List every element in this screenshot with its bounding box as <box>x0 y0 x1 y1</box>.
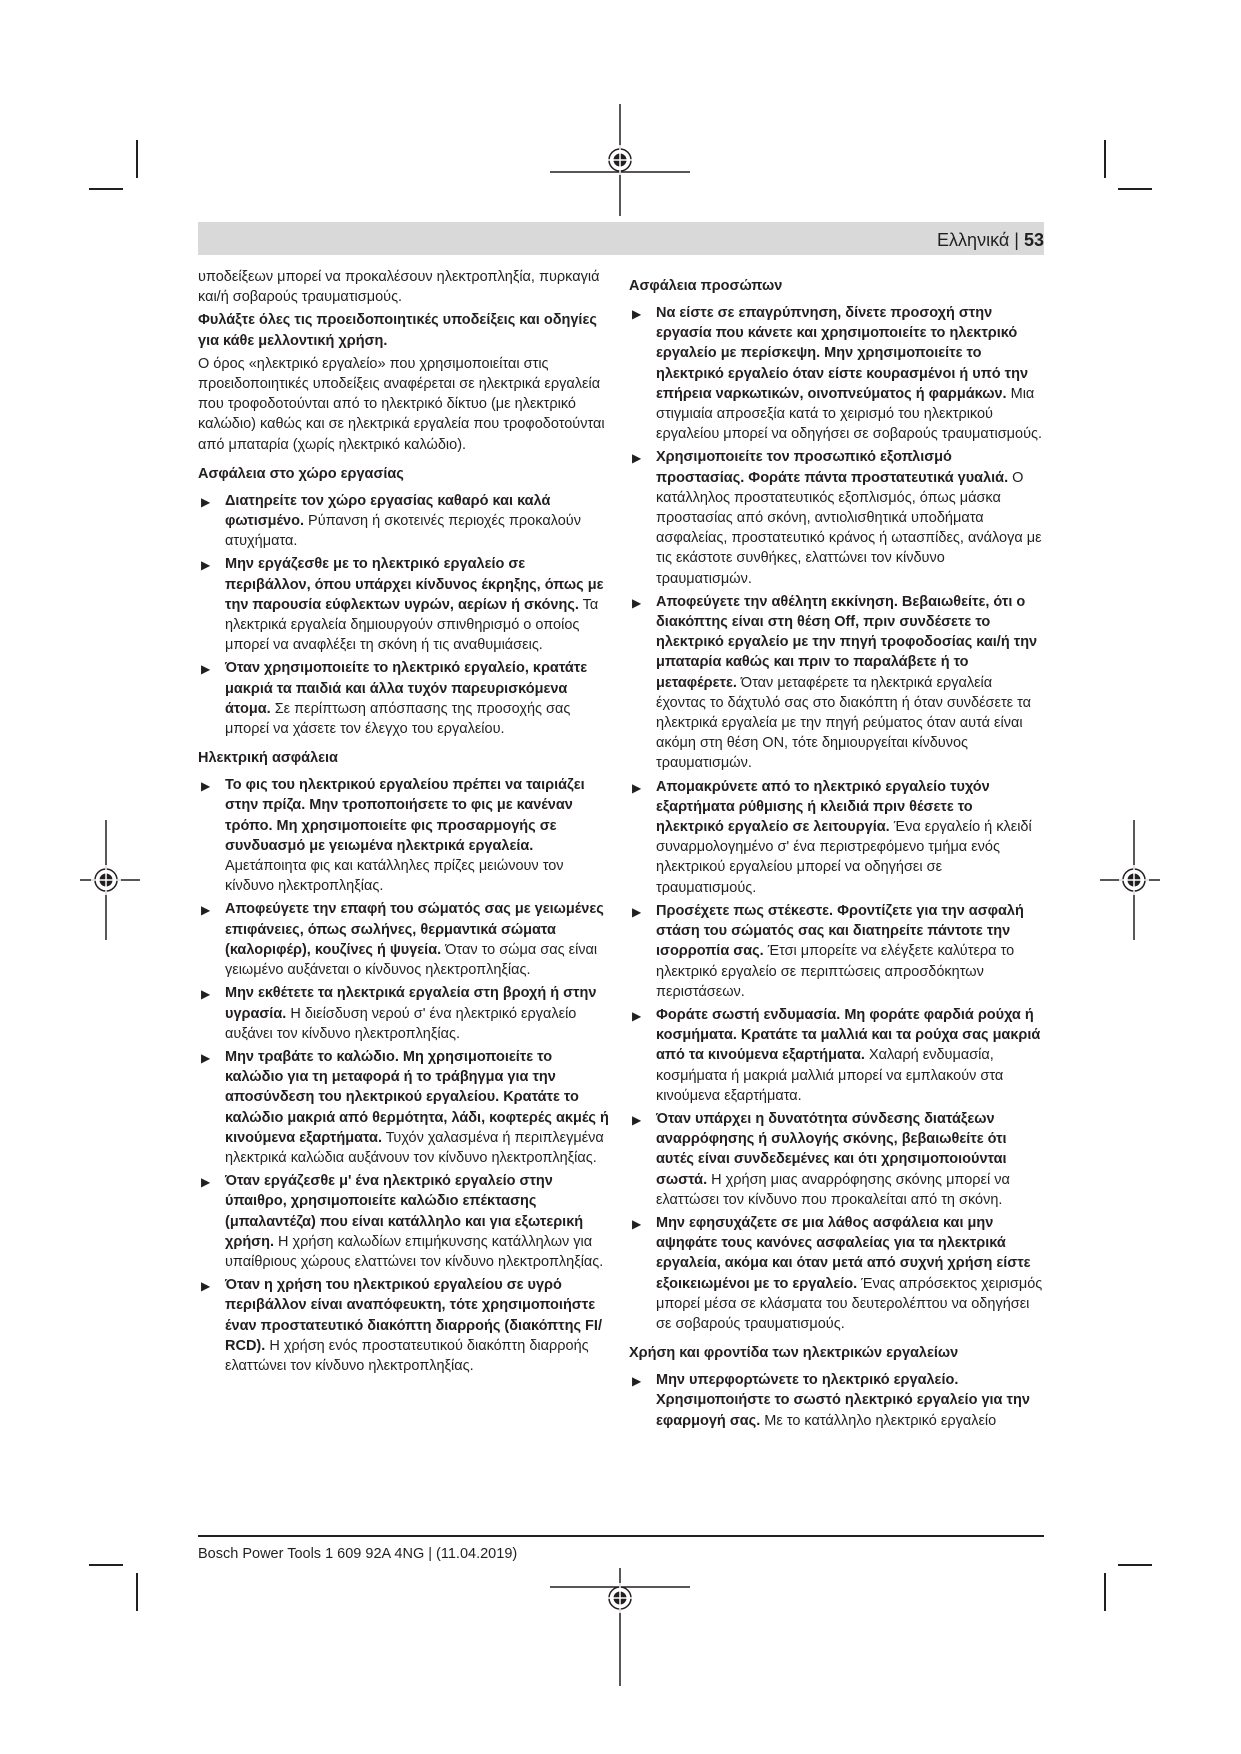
explanation-text: Έτσι μπορείτε να ελέγξετε καλύτερα το ηλεκτρικό εργαλείο σε περιπτώσεις απροσδόκητων περιστάσεων. <box>656 943 1015 1000</box>
warning-item <box>629 1005 1044 1106</box>
crop-mark-top-left-horizontal <box>89 188 123 190</box>
bold-instruction: Μην εφησυχάζετε σε μια λάθος ασφάλεια και μην αψηφάτε τους κανόνες ασφαλείας για τα ηλεκτρικά εργαλεία, ακόμα και όταν μετά από συχνή χρήση είστε εξοικειωμένοι με το εργαλείο. <box>656 1214 1031 1292</box>
footer-rule <box>198 1535 1044 1537</box>
bold-instruction: Μην εκθέτετε τα ηλεκτρικά εργαλεία στη βροχή ή στην υγρασία. <box>225 985 597 1022</box>
paragraph <box>198 354 613 455</box>
bold-instruction: Προσέχετε πως στέκεστε. Φροντίζετε για την ασφαλή στάση του σώματός σας και διατηρείτε πάντοτε την ισορροπία σας. <box>656 902 1024 960</box>
left-column <box>198 267 613 1379</box>
bullet-triangle-icon: ▶ <box>201 987 211 1002</box>
crop-mark-top-right-horizontal <box>1118 188 1152 190</box>
crop-mark-top-right-vertical <box>1104 140 1106 178</box>
bullet-triangle-icon: ▶ <box>201 1175 211 1190</box>
explanation-text: Ένα εργαλείο ή κλειδί συναρμολογημένο σ' ένα περιστρεφόμενο τμήμα ενός ηλεκτρικού εργαλείου μπορεί να οδηγήσει σε τραυματισμούς. <box>656 819 1032 896</box>
explanation-text: Όταν το σώμα σας είναι γειωμένο αυξάνεται ο κίνδυνος ηλεκτροπληξίας. <box>225 941 598 979</box>
bold-instruction: Μην εργάζεσθε με το ηλεκτρικό εργαλείο σε περιβάλλον, όπου υπάρχει κίνδυνος έκρηξης, όπως με την παρουσία εύφλεκτων υγρών, αερίων ή σκόνης. <box>225 556 604 613</box>
warning-item <box>629 1370 1044 1431</box>
bold-instruction: Αποφεύγετε την επαφή του σώματός σας με γειωμένες επιφάνειες, όπως σωλήνες, θερμαντικά σώματα (καλοριφέρ), κουζίνες ή ψυγεία. <box>225 901 604 958</box>
warning-item <box>198 899 613 980</box>
bullet-triangle-icon: ▶ <box>632 780 642 795</box>
section-heading: Χρήση και φροντίδα των ηλεκτρικών εργαλείων <box>629 1345 959 1362</box>
bold-instruction: Όταν υπάρχει η δυνατότητα σύνδεσης διατάξεων αναρρόφησης ή συλλογής σκόνης, βεβαιωθείτε ότι αυτές είναι συνδεδεμένες και ότι χρησιμοποιούνται σωστά. <box>656 1110 1007 1188</box>
warning-item <box>198 983 613 1044</box>
bold-instruction: Μην τραβάτε το καλώδιο. Μη χρησιμοποιείτε το καλώδιο για τη μεταφορά ή το τράβηγμα για την αποσύνδεση του ηλεκτρικού εργαλείου. Κρατάτε το καλώδιο μακριά από θερμότητα, λάδι, κοφτερές ακμές ή κινούμενα εξαρτήματα. <box>225 1048 609 1146</box>
registration-mark-left-icon <box>80 820 140 940</box>
warning-item <box>198 554 613 655</box>
crop-mark-bottom-left-horizontal <box>89 1564 123 1566</box>
explanation-text: Με το κατάλληλο ηλεκτρικό εργαλείο <box>764 1412 997 1429</box>
bold-instruction: Όταν εργάζεσθε μ' ένα ηλεκτρικό εργαλείο στην ύπαιθρο, χρησιμοποιείτε καλώδιο επέκτασης (μπαλαντέζα) που είναι κατάλληλο και για εξωτερική χρήση. <box>225 1173 584 1250</box>
explanation-text: Σε περίπτωση απόσπασης της προσοχής σας μπορεί να χάσετε τον έλεγχο του εργαλείου. <box>225 700 571 738</box>
paragraph <box>198 267 613 307</box>
section-heading: Ασφάλεια στο χώρο εργασίας <box>198 465 404 482</box>
header-band <box>198 222 1044 255</box>
bullet-triangle-icon: ▶ <box>632 307 642 321</box>
footer: Bosch Power Tools 1 609 92A 4NG | (11.04.2019) <box>198 1546 518 1562</box>
warning-item <box>198 1275 613 1376</box>
bold-instruction: Αποφεύγετε την αθέλητη εκκίνηση. Βεβαιωθείτε, ότι ο διακόπτης είναι στη θέση Off, πριν συνδέσετε το ηλεκτρικό εργαλείο με την πηγή τροφοδοσίας και/ή την μπαταρία καθώς και πριν το παραλάβετε ή το μεταφέρετε. <box>656 593 1038 691</box>
bullet-triangle-icon: ▶ <box>201 779 211 794</box>
explanation-text: Τυχόν χαλασμένα ή περιπλεγμένα ηλεκτρικά καλώδια αυξάνουν τον κίνδυνο ηλεκτροπληξίας. <box>225 1129 604 1166</box>
explanation-text: Ο όρος «ηλεκτρικό εργαλείο» που χρησιμοποιείται στις προειδοποιητικές υποδείξεις αναφέρεται σε ηλεκτρικά εργαλεία που τροφοδοτούνται από το ηλεκτρικό δίκτυο (με ηλεκτρικό καλώδιο) καθώς και σε ηλεκτρικά εργαλεία που τροφοδοτούνται από μπαταρία (χωρίς ηλεκτρικό καλώδιο). <box>198 355 605 453</box>
bullet-triangle-icon: ▶ <box>201 558 211 573</box>
explanation-text: Η χρήση μιας αναρρόφησης σκόνης μπορεί να ελαττώσει τον κίνδυνο που προκαλείται από τη σκόνη. <box>656 1171 1010 1208</box>
bullet-triangle-icon: ▶ <box>632 1112 642 1127</box>
header-language: Ελληνικά <box>937 230 1010 250</box>
explanation-text: Τα ηλεκτρικά εργαλεία δημιουργούν σπινθηρισμό ο οποίος μπορεί να αναφλέξει τη σκόνη ή τις αναθυμιάσεις. <box>225 596 599 654</box>
bold-instruction: Διατηρείτε τον χώρο εργασίας καθαρό και καλά φωτισμένο. <box>225 492 551 530</box>
warning-item <box>198 1171 613 1272</box>
bullet-triangle-icon: ▶ <box>632 451 642 466</box>
bullet-triangle-icon: ▶ <box>201 662 211 677</box>
crop-mark-bottom-right-vertical <box>1104 1573 1106 1611</box>
explanation-text: υποδείξεων μπορεί να προκαλέσουν ηλεκτροπληξία, πυρκαγιά και/ή σοβαρούς τραυματισμούς. <box>198 269 600 306</box>
page-number: 53 <box>1023 230 1044 250</box>
section-heading: Ασφάλεια προσώπων <box>629 278 783 294</box>
bullet-triangle-icon: ▶ <box>632 595 642 610</box>
bullet-triangle-icon: ▶ <box>632 1374 642 1389</box>
bullet-triangle-icon: ▶ <box>201 494 211 509</box>
warning-item <box>198 658 613 739</box>
registration-mark-bottom-icon <box>550 1568 690 1686</box>
explanation-text: Η διείσδυση νερού σ' ένα ηλεκτρικό εργαλείο αυξάνει τον κίνδυνο ηλεκτροπληξίας. <box>225 1005 577 1042</box>
warning-item <box>198 775 613 896</box>
warning-item <box>629 901 1044 1002</box>
section-heading: Ηλεκτρική ασφάλεια <box>198 750 338 767</box>
bold-instruction: Φοράτε σωστή ενδυμασία. Μη φοράτε φαρδιά ρούχα ή κοσμήματα. Κρατάτε τα μαλλιά και τα ρούχα σας μακριά από τα κινούμενα εξαρτήματα. <box>656 1006 1041 1064</box>
explanation-text: Ρύπανση ή σκοτεινές περιοχές προκαλούν ατυχήματα. <box>225 513 581 550</box>
bold-instruction: Όταν χρησιμοποιείτε το ηλεκτρικό εργαλείο, κρατάτε μακριά τα παιδιά και άλλα τυχόν παρευρισκόμενα άτομα. <box>225 660 588 717</box>
warning-item <box>629 447 1044 588</box>
explanation-text: Ο κατάλληλος προστατευτικός εξοπλισμός, όπως μάσκα προστασίας από σκόνη, αντιολισθητικά υποδήματα ασφαλείας, προστατευτικό κράνος ή ωτασπίδες, ανάλογα με τις εκάστοτε συνθήκες, ελαττώνει τον κίνδυνο τραυματισμών. <box>656 469 1042 587</box>
warning-item <box>198 1047 613 1168</box>
warning-item <box>629 1213 1044 1334</box>
registration-mark-right-icon <box>1100 820 1160 940</box>
explanation-text: Ένας απρόσεκτος χειρισμός μπορεί μέσα σε κλάσματα του δευτερολέπτου να οδηγήσει σε σοβαρούς τραυματισμούς. <box>656 1275 1043 1332</box>
crop-mark-bottom-left-vertical <box>136 1573 138 1611</box>
right-column <box>629 267 1044 1434</box>
explanation-text: Μια στιγμιαία απροσεξία κατά το χειρισμό του ηλεκτρικού εργαλείου μπορεί να οδηγήσει σε σοβαρούς τραυματισμούς. <box>656 385 1043 443</box>
bold-instruction: Να είστε σε επαγρύπνηση, δίνετε προσοχή στην εργασία που κάνετε και χρησιμοποιείτε το ηλεκτρικό εργαλείο με περίσκεψη. Μην χρησιμοποιείτε το ηλεκτρικό εργαλείο όταν είστε κουρασμένοι ή υπό την επήρεια ναρκωτικών, οινοπνεύματος ή φαρμάκων. <box>656 305 1029 402</box>
explanation-text: Η χρήση ενός προστατευτικού διακόπτη διαρροής ελαττώνει τον κίνδυνο ηλεκτροπληξίας. <box>225 1337 589 1374</box>
bold-instruction: Όταν η χρήση του ηλεκτρικού εργαλείου σε υγρό περιβάλλον είναι αναπόφευκτη, τότε χρησιμοποιήστε έναν προστατευτικό διακόπτη διαρροής (διακόπτης FI/ RCD). <box>225 1277 602 1354</box>
bullet-triangle-icon: ▶ <box>201 1279 211 1294</box>
warning-item <box>629 1109 1044 1210</box>
crop-mark-bottom-right-horizontal <box>1118 1564 1152 1566</box>
paragraph <box>198 310 613 350</box>
bullet-triangle-icon: ▶ <box>632 1008 642 1023</box>
explanation-text: Η χρήση καλωδίων επιμήκυνσης κατάλληλων για υπαίθριους χώρους ελαττώνει τον κίνδυνο ηλεκτροπληξίας. <box>225 1233 604 1270</box>
bullet-triangle-icon: ▶ <box>201 1050 211 1065</box>
explanation-text: Χαλαρή ενδυμασία, κοσμήματα ή μακριά μαλλιά μπορεί να εμπλακούν στα κινούμενα εξαρτήματα. <box>656 1047 1004 1104</box>
warning-item <box>629 777 1044 898</box>
bold-instruction: Απομακρύνετε από το ηλεκτρικό εργαλείο τυχόν εξαρτήματα ρύθμισης ή κλειδιά πριν θέσετε το ηλεκτρικό εργαλείο σε λειτουργία. <box>656 778 990 836</box>
bold-instruction: Μην υπερφορτώνετε το ηλεκτρικό εργαλείο. Χρησιμοποιήστε το σωστό ηλεκτρικό εργαλείο για την εφαρμογή σας. <box>656 1372 1030 1429</box>
warning-item <box>198 491 613 552</box>
warning-item <box>629 303 1044 444</box>
header-separator: | <box>1014 230 1019 250</box>
page-header <box>937 229 1044 251</box>
explanation-text: Αμετάποιητα φις και κατάλληλες πρίζες μειώνουν τον κίνδυνο ηλεκτροπληξίας. <box>225 858 564 895</box>
crop-mark-top-left-vertical <box>136 140 138 178</box>
bold-instruction: Το φις του ηλεκτρικού εργαλείου πρέπει να ταιριάζει στην πρίζα. Μην τροποποιήσετε το φις με κανέναν τρόπο. Μη χρησιμοποιείτε φις προσαρμογής σε συνδυασμό με γειωμένα ηλεκτρικά εργαλεία. <box>225 777 585 854</box>
bold-instruction: Φυλάξτε όλες τις προειδοποιητικές υποδείξεις και οδηγίες για κάθε μελλοντική χρήση. <box>198 312 597 349</box>
registration-mark-top-icon <box>550 104 690 216</box>
bullet-triangle-icon: ▶ <box>632 1216 642 1231</box>
explanation-text: Όταν μεταφέρετε τα ηλεκτρικά εργαλεία έχοντας το δάχτυλό σας στο διακόπτη ή όταν συνδέσετε τα ηλεκτρικά εργαλεία με την πηγή ρεύματος όταν αυτά είναι ακόμη στη θέση ΟΝ, τότε δημιουργείται κίνδυνος τραυματισμών. <box>656 674 1032 772</box>
bullet-triangle-icon: ▶ <box>201 903 211 918</box>
bold-instruction: Χρησιμοποιείτε τον προσωπικό εξοπλισμό προστασίας. Φοράτε πάντα προστατευτικά γυαλιά. <box>656 449 1009 486</box>
bullet-triangle-icon: ▶ <box>632 904 642 919</box>
warning-item <box>629 592 1044 774</box>
